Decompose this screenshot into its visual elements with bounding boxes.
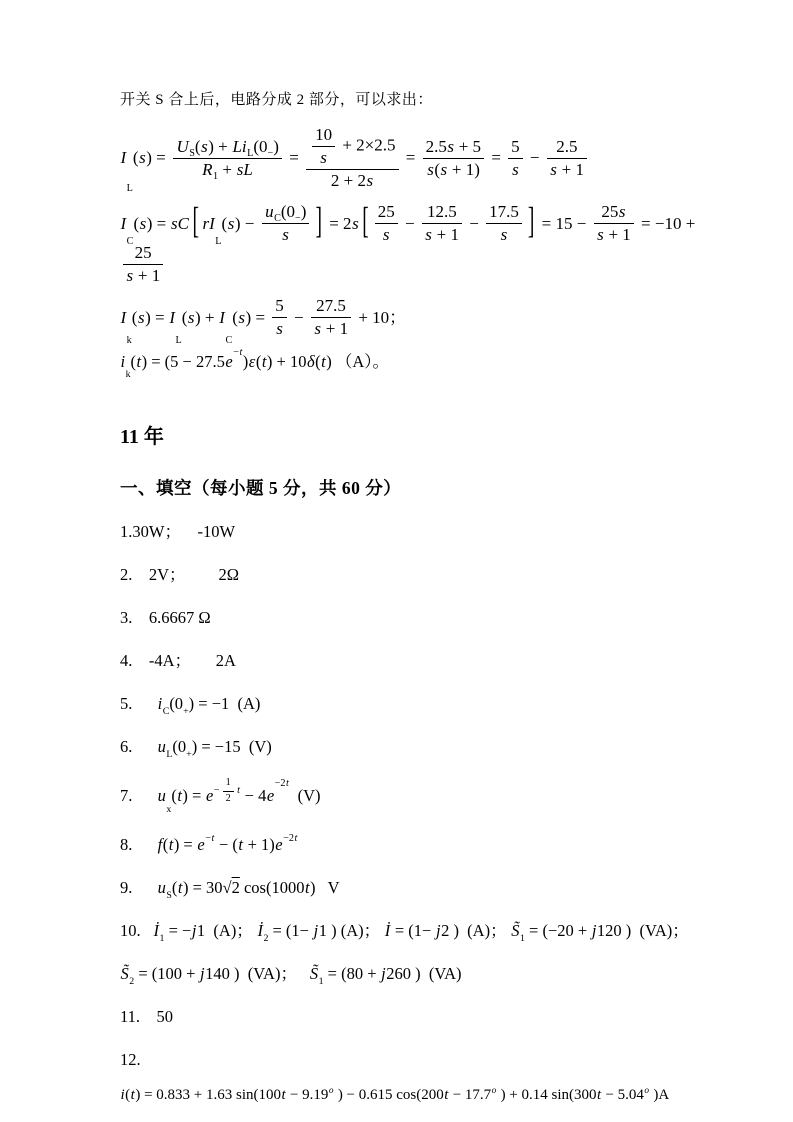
- math-variable: i: [120, 1087, 125, 1104]
- math-text: −: [465, 213, 484, 233]
- math-fraction: [508, 138, 523, 179]
- math-fraction: [223, 778, 234, 804]
- answer-item-10-line-1: [120, 920, 735, 942]
- section-heading: 一、填空（每小题 5 分，共 60 分）: [120, 478, 402, 499]
- answer-item-8: [120, 834, 735, 856]
- math-text: + 1: [432, 224, 460, 244]
- math-fraction: [486, 203, 522, 244]
- math-text: 11. 50: [120, 1007, 174, 1027]
- math-text: = (100 +: [134, 964, 200, 984]
- math-text: − 9.19: [286, 1087, 329, 1104]
- math-variable: s: [382, 224, 390, 244]
- math-text: ) =: [182, 786, 206, 806]
- math-denominator: [375, 223, 398, 244]
- math-variable: s: [320, 148, 327, 168]
- math-subscript: C: [162, 705, 170, 717]
- math-subscript: L: [215, 235, 222, 247]
- math-fraction: [375, 203, 398, 244]
- math-text: = (80 +: [323, 964, 381, 984]
- math-text: 4. -4A； 2A: [120, 651, 236, 671]
- math-text: −: [213, 785, 220, 797]
- math-subscript: L: [126, 183, 133, 195]
- math-text: [: [362, 201, 369, 242]
- math-variable: S̃: [309, 964, 319, 984]
- math-text: ): [300, 202, 307, 221]
- math-text: ) = (5 − 27.5: [141, 351, 225, 371]
- math-text: 2: [225, 793, 231, 805]
- intro-text: 开关 S 合上后，电路分成 2 部分，可以求出：: [120, 92, 433, 108]
- math-variable: j: [381, 964, 386, 984]
- answer-item-2: [120, 564, 735, 586]
- math-fraction: [262, 203, 310, 244]
- math-numerator: [375, 203, 398, 223]
- math-denominator: [423, 158, 484, 179]
- math-text: (: [434, 159, 441, 179]
- math-variable: İ: [257, 921, 263, 941]
- math-text: −: [233, 347, 239, 359]
- math-variable: s: [447, 136, 454, 156]
- math-text: −2: [274, 778, 286, 790]
- equation-IC-of-s: [120, 203, 735, 284]
- math-text: = −10 +: [636, 213, 700, 233]
- math-text: ): [326, 351, 332, 371]
- math-numerator: [272, 297, 287, 317]
- math-variable: t: [304, 878, 310, 898]
- math-denominator: [422, 223, 462, 244]
- math-text: 6.: [120, 737, 158, 757]
- math-denominator: [508, 158, 523, 179]
- math-text: 25: [377, 202, 395, 221]
- math-subscript: +: [183, 705, 189, 717]
- math-variable: o: [644, 1086, 650, 1097]
- math-variable: s: [597, 224, 604, 244]
- math-text: 25: [601, 202, 619, 221]
- math-denominator: [594, 223, 634, 244]
- math-numerator: [547, 138, 587, 158]
- math-variable: t: [130, 1087, 135, 1104]
- math-variable: s: [440, 159, 448, 179]
- math-text: 9.: [120, 878, 158, 898]
- math-text: (: [133, 213, 140, 233]
- math-denominator: [306, 169, 398, 190]
- math-variable: e: [197, 835, 205, 855]
- math-subscript: +: [186, 748, 192, 760]
- math-variable: f: [157, 835, 163, 855]
- math-subscript: C: [126, 235, 134, 247]
- answer-item-1: [120, 521, 735, 543]
- math-text: (: [181, 307, 188, 327]
- math-text: ) =: [146, 213, 171, 233]
- math-text: 1 (A)；: [196, 921, 257, 941]
- math-variable: t: [211, 833, 215, 845]
- math-variable: s: [137, 307, 145, 327]
- math-variable: j: [200, 964, 205, 984]
- math-text: 8.: [120, 835, 158, 855]
- math-variable: s: [425, 224, 432, 244]
- math-variable: sC: [171, 213, 189, 233]
- math-variable: s: [314, 318, 321, 338]
- math-variable: e: [205, 786, 214, 806]
- math-variable: ε: [248, 351, 256, 371]
- math-numerator: [262, 203, 310, 223]
- math-text: ]: [315, 201, 322, 242]
- equation-IL-of-s: [120, 125, 735, 195]
- math-text: (0: [280, 202, 296, 221]
- math-text: =: [284, 148, 304, 168]
- math-variable: s: [282, 224, 289, 244]
- math-text: ]: [527, 201, 535, 242]
- math-subscript: 2: [129, 975, 135, 987]
- math-variable: t: [597, 1087, 602, 1104]
- math-subscript: S: [189, 147, 195, 159]
- math-variable: u: [157, 786, 166, 806]
- math-text: [: [192, 201, 199, 242]
- math-variable: j: [313, 921, 319, 941]
- math-variable: I: [120, 213, 127, 233]
- math-variable: s: [366, 170, 374, 190]
- math-text: (: [194, 136, 201, 156]
- math-fraction: [422, 203, 462, 244]
- math-text: + 1): [243, 835, 275, 855]
- math-text: 1: [225, 777, 231, 789]
- math-text: 3. 6.6667 Ω: [120, 608, 211, 628]
- math-text: 10.: [120, 921, 153, 941]
- math-subscript: −: [295, 213, 301, 224]
- math-text: ) = 30√: [182, 878, 232, 898]
- math-text: + 1: [321, 318, 349, 338]
- answer-item-7: [120, 779, 735, 813]
- math-text: ): [273, 136, 279, 156]
- math-denominator: [272, 317, 287, 338]
- math-variable: t: [321, 351, 326, 371]
- answer-item-10-line-2: [120, 963, 735, 985]
- math-text: −: [400, 213, 419, 233]
- math-text: ) +: [208, 136, 232, 156]
- math-subscript: k: [125, 368, 131, 380]
- math-text: − 4: [240, 786, 267, 806]
- math-text: ) =: [145, 307, 169, 327]
- math-text: + 5: [454, 136, 482, 156]
- math-variable: u: [157, 878, 166, 898]
- math-denominator: [486, 223, 522, 244]
- math-variable: u: [157, 737, 166, 757]
- math-subscript: S: [166, 889, 172, 901]
- math-text: ) = 0.833 + 1.63 sin(100: [135, 1087, 282, 1104]
- answer-item-12: [120, 1049, 735, 1071]
- math-text: −: [205, 833, 211, 845]
- math-variable: o: [328, 1086, 334, 1097]
- math-text: + 10；: [354, 307, 407, 327]
- math-text: (: [171, 786, 177, 806]
- math-text: 2.5: [556, 136, 578, 156]
- math-numerator: [312, 126, 335, 146]
- math-superscript: [283, 833, 298, 845]
- math-text: 140 ) (VA)；: [205, 964, 310, 984]
- math-text: −: [289, 307, 308, 327]
- math-text: 5: [511, 136, 520, 156]
- math-text: = (1−: [268, 921, 314, 941]
- math-subscript: 1: [318, 975, 324, 987]
- math-variable: e: [225, 351, 233, 371]
- math-variable: rI: [202, 213, 215, 233]
- math-numerator: [306, 126, 398, 169]
- math-denominator: [123, 264, 163, 285]
- math-variable: e: [266, 786, 275, 806]
- math-variable: s: [139, 148, 146, 168]
- math-subscript: k: [126, 334, 132, 346]
- math-subscript: C: [225, 334, 233, 346]
- math-subscript: L: [247, 147, 254, 159]
- math-denominator: [311, 317, 351, 338]
- math-text: (0: [169, 694, 184, 714]
- math-text: (: [255, 351, 262, 371]
- math-numerator: [508, 138, 523, 158]
- math-text: =: [487, 148, 506, 168]
- math-variable: S̃: [511, 921, 520, 941]
- math-text: + 1: [604, 224, 631, 244]
- math-text: 120 ) (VA)；: [596, 921, 689, 941]
- math-subscript: L: [175, 334, 182, 346]
- math-variable: s: [352, 213, 359, 233]
- math-fraction: [173, 136, 282, 182]
- math-text: (: [221, 213, 228, 233]
- math-variable: s: [512, 159, 519, 179]
- math-subscript: 2: [263, 932, 269, 944]
- math-subscript: 1: [519, 932, 525, 944]
- math-denominator: [173, 158, 282, 182]
- math-text: 2 + 2: [330, 170, 367, 190]
- math-variable: u: [265, 202, 274, 221]
- math-variable: t: [177, 786, 182, 806]
- math-text: 2 ) (A)；: [441, 921, 511, 941]
- math-numerator: [594, 203, 634, 223]
- math-text: ) − 0.615 cos(200: [334, 1087, 444, 1104]
- math-text: (: [171, 878, 178, 898]
- math-superscript: [491, 1086, 497, 1097]
- math-fraction: [594, 203, 634, 244]
- math-variable: S̃: [120, 964, 129, 984]
- math-denominator: [223, 791, 234, 805]
- math-variable: s: [618, 202, 626, 221]
- math-text: (: [315, 351, 321, 371]
- math-text: cos(1000: [239, 878, 305, 898]
- math-text: )A: [649, 1087, 670, 1104]
- math-text: 2. 2V； 2Ω: [120, 565, 240, 585]
- math-fraction: [311, 297, 351, 338]
- math-variable: Li: [232, 136, 247, 156]
- math-variable: s: [500, 224, 508, 244]
- math-superscript: [328, 1086, 334, 1097]
- math-text: 27.5: [316, 296, 346, 316]
- math-numerator: [422, 203, 462, 223]
- math-text: ) =: [173, 835, 197, 855]
- math-variable: s: [276, 318, 283, 338]
- math-variable: s: [427, 159, 434, 179]
- math-text: 2.5: [425, 136, 447, 156]
- math-text: 2: [231, 878, 240, 898]
- math-text: = (−20 +: [524, 921, 592, 941]
- math-variable: e: [275, 835, 283, 855]
- math-text: 1 ) (A)；: [318, 921, 385, 941]
- math-text: − (: [214, 835, 238, 855]
- math-variable: t: [238, 835, 243, 855]
- math-text: ) =: [146, 148, 170, 168]
- math-text: (: [130, 351, 137, 371]
- math-variable: t: [261, 351, 267, 371]
- math-fraction: [272, 297, 287, 338]
- math-text: 12.: [120, 1050, 141, 1070]
- math-variable: I: [219, 307, 225, 327]
- equation-i-of-t-final: [120, 1087, 735, 1104]
- math-fraction: [547, 138, 587, 179]
- math-text: 5.: [120, 694, 158, 714]
- math-variable: R: [202, 159, 213, 179]
- math-subscript: L: [166, 748, 173, 760]
- math-text: (: [132, 148, 139, 168]
- answer-item-9: [120, 877, 735, 899]
- math-variable: i: [157, 694, 163, 714]
- equation-ik-of-t: [120, 347, 735, 380]
- math-superscript: [233, 347, 243, 359]
- math-variable: I: [120, 307, 127, 327]
- math-text: = (1−: [390, 921, 436, 941]
- math-text: 7.: [120, 786, 158, 806]
- math-variable: s: [550, 159, 557, 179]
- math-variable: j: [191, 921, 197, 941]
- math-text: = 15 −: [537, 213, 591, 233]
- math-variable: s: [126, 265, 134, 285]
- answer-item-6: [120, 736, 735, 758]
- math-variable: t: [239, 347, 243, 359]
- math-fraction: [423, 138, 484, 179]
- math-text: 25: [134, 242, 152, 262]
- equation-Ik-of-s: [120, 292, 735, 346]
- math-text: = 2: [324, 213, 352, 233]
- math-text: (: [125, 1087, 131, 1104]
- math-text: ) = −1 (A): [188, 694, 261, 714]
- math-denominator: [547, 158, 587, 179]
- math-variable: t: [444, 1087, 449, 1104]
- math-text: 260 ) (VA): [386, 964, 462, 984]
- math-text: (: [162, 835, 169, 855]
- math-variable: İ: [384, 921, 391, 941]
- math-text: ) = −15 (V): [191, 737, 272, 757]
- math-denominator: [312, 146, 335, 167]
- math-variable: t: [281, 1087, 286, 1104]
- math-numerator: [173, 138, 282, 158]
- math-text: =: [401, 148, 420, 168]
- math-text: ) −: [234, 213, 259, 233]
- math-variable: t: [177, 878, 183, 898]
- math-superscript: [644, 1086, 650, 1097]
- math-fraction: [312, 126, 335, 167]
- math-text: (0: [253, 136, 268, 156]
- math-variable: İ: [153, 921, 159, 941]
- math-text: − 5.04: [601, 1087, 644, 1104]
- math-text: 12.5: [427, 202, 457, 221]
- math-variable: s: [201, 136, 208, 156]
- math-numerator: [311, 297, 351, 317]
- math-text: (0: [172, 737, 187, 757]
- math-fraction: [306, 126, 398, 190]
- math-text: + 1: [557, 159, 584, 179]
- math-subscript: 1: [213, 170, 219, 182]
- math-variable: s: [227, 213, 235, 233]
- math-text: −2: [283, 833, 294, 845]
- math-subscript: C: [274, 213, 281, 224]
- math-variable: δ: [306, 351, 315, 371]
- math-variable: i: [120, 351, 126, 371]
- math-text: +: [218, 159, 237, 179]
- math-text: ) +: [195, 307, 219, 327]
- math-text: −: [525, 148, 544, 168]
- math-variable: j: [591, 921, 597, 941]
- math-superscript: [205, 833, 215, 845]
- math-text: (V): [289, 786, 321, 806]
- answer-item-11: [120, 1006, 735, 1028]
- math-text: ) V: [310, 878, 340, 898]
- math-subscript: 1: [159, 932, 165, 944]
- math-variable: U: [176, 136, 189, 156]
- math-text: − 17.7: [448, 1087, 492, 1104]
- math-variable: t: [294, 833, 298, 845]
- answer-item-3: [120, 607, 735, 629]
- math-text: = −: [164, 921, 192, 941]
- math-text: (: [131, 307, 138, 327]
- math-subscript: −: [267, 147, 274, 159]
- math-text: （A）。: [331, 351, 390, 371]
- math-variable: s: [187, 307, 195, 327]
- answer-item-5: [120, 693, 735, 715]
- year-heading: 11 年: [120, 426, 164, 449]
- answer-item-4: [120, 650, 735, 672]
- math-variable: t: [286, 778, 289, 790]
- math-text: + 2×2.5: [338, 135, 396, 155]
- math-text: ) =: [245, 307, 270, 327]
- math-text: 5: [275, 296, 284, 316]
- math-variable: I: [169, 307, 175, 327]
- math-superscript: [275, 778, 290, 790]
- math-numerator: [223, 778, 234, 791]
- math-text: + 1: [133, 265, 161, 285]
- math-denominator: [262, 223, 310, 244]
- math-subscript: x: [166, 803, 172, 815]
- math-numerator: [423, 138, 484, 158]
- math-superscript: [214, 778, 241, 804]
- math-variable: t: [168, 835, 174, 855]
- math-text: ) + 0.14 sin(300: [496, 1087, 597, 1104]
- math-text: 17.5: [489, 202, 519, 221]
- math-fraction: [123, 244, 163, 285]
- math-text: (: [232, 307, 238, 327]
- math-text: 10: [315, 125, 333, 145]
- math-variable: t: [136, 351, 142, 371]
- math-variable: sL: [236, 159, 253, 179]
- math-variable: I: [120, 148, 127, 168]
- math-variable: j: [435, 921, 441, 941]
- math-text: ): [242, 351, 249, 371]
- math-variable: o: [491, 1086, 497, 1097]
- math-text: + 1): [447, 159, 480, 179]
- math-text: 1.30W； -10W: [120, 522, 236, 542]
- math-variable: s: [238, 307, 246, 327]
- math-numerator: [486, 203, 522, 223]
- math-variable: t: [237, 785, 241, 797]
- math-text: ) + 10: [266, 351, 307, 371]
- math-variable: s: [139, 213, 147, 233]
